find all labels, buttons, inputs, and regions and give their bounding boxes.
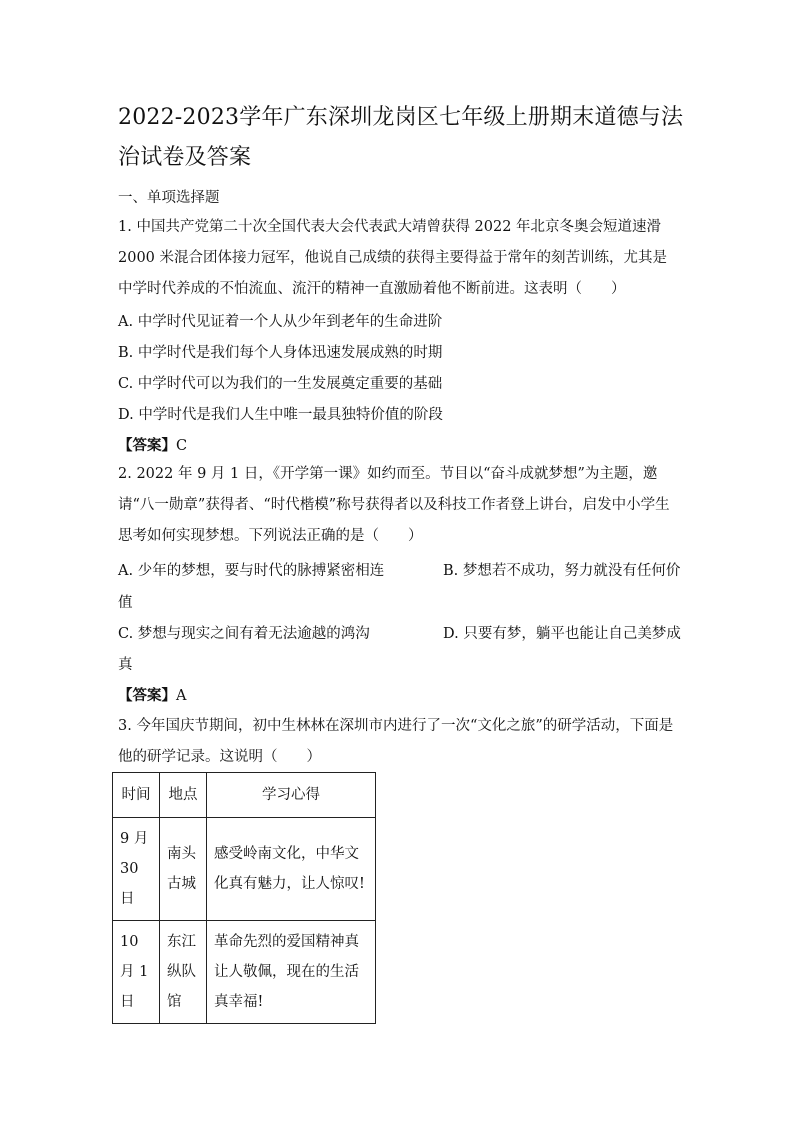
question-2-option-d: D. 只要有梦，躺平也能让自己美梦成 bbox=[443, 626, 681, 642]
question-2-option-b: B. 梦想若不成功，努力就没有任何价 bbox=[443, 563, 681, 579]
table-header-cell: 学习心得 bbox=[207, 773, 376, 818]
question-2-option-b-wrap: 值 bbox=[118, 595, 133, 611]
document-title: 2022-2023学年广东深圳龙岗区七年级上册期末道德与法治试卷及答案 bbox=[118, 105, 684, 170]
answer-value: C bbox=[176, 438, 188, 454]
section-heading: 一、单项选择题 bbox=[118, 190, 220, 206]
table-header-cell: 地点 bbox=[160, 773, 207, 818]
answer-label: 【答案】 bbox=[118, 437, 176, 454]
table-cell: 10 月 1 日 bbox=[113, 921, 160, 1024]
answer-label: 【答案】 bbox=[118, 687, 176, 704]
question-2-option-c: C. 梦想与现实之间有着无法逾越的鸿沟 bbox=[118, 626, 370, 642]
question-2-option-d-wrap: 真 bbox=[118, 657, 133, 673]
table-row bbox=[113, 818, 376, 921]
table-row bbox=[113, 921, 376, 1024]
question-1-option-d: D. 中学时代是我们人生中唯一最具独特价值的阶段 bbox=[118, 407, 443, 423]
table-header-row bbox=[113, 773, 376, 818]
question-1-option-c: C. 中学时代可以为我们的一生发展奠定重要的基础 bbox=[118, 376, 443, 392]
answer-value: A bbox=[176, 688, 187, 704]
study-record-table bbox=[112, 772, 376, 1024]
question-2-option-a: A. 少年的梦想，要与时代的脉搏紧密相连 bbox=[118, 563, 385, 579]
question-1-answer bbox=[118, 434, 187, 455]
question-2-stem: 2. 2022 年 9 月 1 日，《开学第一课》如约而至。节目以“奋斗成就梦想”为主题，邀请“八一勋章”获得者、“时代楷模”称号获得者以及科技工作者登上讲台，启发中小学生思考如何实现梦想。下列说法正确的是（ ） bbox=[118, 466, 670, 544]
table-header-cell: 时间 bbox=[113, 773, 160, 818]
table-cell: 革命先烈的爱国精神真让人敬佩，现在的生活真幸福! bbox=[207, 921, 376, 1024]
table-cell: 感受岭南文化，中华文化真有魅力，让人惊叹! bbox=[207, 818, 376, 921]
question-2-answer bbox=[118, 684, 186, 705]
question-3-stem: 3. 今年国庆节期间，初中生林林在深圳市内进行了一次“文化之旅”的研学活动，下面是他的研学记录。这说明（ ） bbox=[118, 718, 674, 765]
question-1-stem: 1. 中国共产党第二十次全国代表大会代表武大靖曾获得 2022 年北京冬奥会短道速滑 2000 米混合团体接力冠军，他说自己成绩的获得主要得益于常年的刻苦训练，尤其是中学时代养成的不怕流血、流汗的精神一直激励着他不断前进。这表明（ ） bbox=[118, 219, 668, 297]
question-1-option-a: A. 中学时代见证着一个人从少年到老年的生命进阶 bbox=[118, 314, 443, 330]
table-cell: 9 月 30日 bbox=[113, 818, 160, 921]
table-cell: 东江纵队馆 bbox=[160, 921, 207, 1024]
question-1-option-b: B. 中学时代是我们每个人身体迅速发展成熟的时期 bbox=[118, 345, 443, 361]
table-cell: 南头古城 bbox=[160, 818, 207, 921]
